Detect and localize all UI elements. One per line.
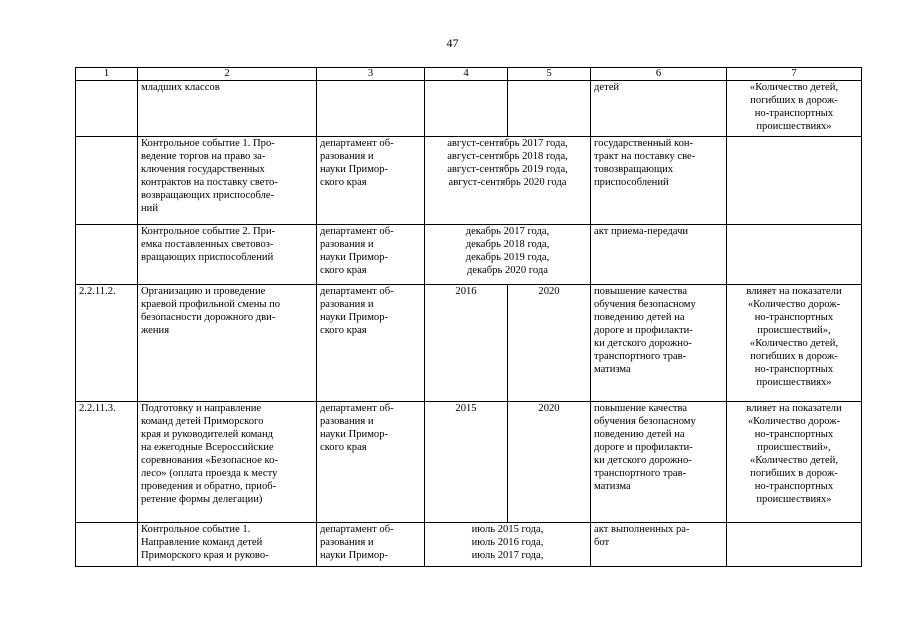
period-line: август-сентябрь 2017 года, (447, 138, 568, 149)
period-line: июль 2015 года, (471, 524, 544, 535)
event-line: емка поставленных световоз- (141, 239, 274, 250)
executor-line: науки Примор- (320, 252, 389, 263)
table-row (76, 225, 862, 285)
year-start-cell: 2016 (425, 285, 508, 402)
executor-line: разования и (320, 151, 374, 162)
indicator-line: «Количество дорож- (747, 299, 841, 310)
period-line: декабрь 2020 года (467, 265, 548, 276)
result-cell (591, 402, 727, 523)
executor-line: науки Примор- (320, 312, 389, 323)
event-line: проведения и обратно, приоб- (141, 481, 277, 492)
indicator-cell (727, 285, 862, 402)
event-line: младших классов (141, 82, 220, 93)
period-line: июль 2017 года, (471, 550, 544, 561)
event-line: Организацию и проведение (141, 286, 266, 297)
event-line: безопасности дорожного дви- (141, 312, 276, 323)
executor-line: науки Примор- (320, 550, 389, 561)
executor-line: департамент об- (320, 524, 394, 535)
period-cell (425, 523, 591, 567)
event-line: Контрольное событие 2. При- (141, 226, 276, 237)
result-cell (591, 225, 727, 285)
result-line: матизма (594, 481, 631, 492)
indicator-line: но-транспортных (754, 429, 834, 440)
event-line: жения (141, 325, 170, 336)
executor-cell (317, 285, 425, 402)
period-line: август-сентябрь 2018 года, (447, 151, 568, 162)
column-number-header: 1 (76, 68, 138, 81)
executor-cell (317, 523, 425, 567)
result-line: поведению детей на (594, 312, 685, 323)
executor-line: разования и (320, 239, 374, 250)
indicator-line: погибших в дорож- (750, 351, 838, 362)
table-row (76, 402, 862, 523)
result-line: обучения безопасному (594, 416, 696, 427)
event-cell (138, 81, 317, 137)
table-row (76, 81, 862, 137)
event-cell (138, 225, 317, 285)
period-line: декабрь 2019 года, (465, 252, 550, 263)
executor-line: науки Примор- (320, 164, 389, 175)
result-line: повышение качества (594, 286, 688, 297)
executor-cell (317, 81, 425, 137)
event-line: краевой профильной смены по (141, 299, 281, 310)
event-line: ключения государственных (141, 164, 265, 175)
result-line: транспортного трав- (594, 468, 687, 479)
executor-line: ского края (320, 177, 367, 188)
table-row (76, 137, 862, 225)
executor-line: департамент об- (320, 138, 394, 149)
column-number-row (76, 68, 862, 81)
year-end-cell (508, 81, 591, 137)
event-line: соревнования «Безопасное ко- (141, 455, 278, 466)
result-line: дороге и профилакти- (594, 442, 693, 453)
item-number-cell (76, 523, 138, 567)
executor-line: разования и (320, 299, 374, 310)
event-cell (138, 285, 317, 402)
indicator-line: происшествиях» (756, 377, 832, 388)
event-line: на ежегодные Всероссийские (141, 442, 274, 453)
year-end-cell: 2020 (508, 285, 591, 402)
item-number-cell: 2.2.11.2. (76, 285, 138, 402)
event-line: вращающих приспособлений (141, 252, 274, 263)
indicator-line: «Количество дорож- (747, 416, 841, 427)
column-number-header: 2 (138, 68, 317, 81)
executor-cell (317, 137, 425, 225)
result-line: приспособлений (594, 177, 669, 188)
result-line: товозвращающих (594, 164, 674, 175)
item-number-cell: 2.2.11.3. (76, 402, 138, 523)
indicator-line: происшествий», (757, 325, 831, 336)
table-row (76, 523, 862, 567)
result-line: акт приема-передачи (594, 226, 689, 237)
result-line: тракт на поставку све- (594, 151, 696, 162)
period-line: август-сентябрь 2019 года, (447, 164, 568, 175)
period-line: декабрь 2017 года, (465, 226, 550, 237)
event-cell (138, 137, 317, 225)
event-line: возвращающих приспособле- (141, 190, 275, 201)
event-line: Приморского края и руково- (141, 550, 269, 561)
indicator-cell (727, 402, 862, 523)
year-start-cell (425, 81, 508, 137)
column-number-header: 6 (591, 68, 727, 81)
result-line: дороге и профилакти- (594, 325, 693, 336)
indicator-line: но-транспортных (754, 364, 834, 375)
year-start-cell: 2015 (425, 402, 508, 523)
result-line: обучения безопасному (594, 299, 696, 310)
period-line: июль 2016 года, (471, 537, 544, 548)
event-line: команд детей Приморского (141, 416, 264, 427)
column-number-header: 3 (317, 68, 425, 81)
result-line: бот (594, 537, 610, 548)
event-line: ний (141, 203, 159, 214)
event-line: ретение формы делегации) (141, 494, 263, 505)
year-end-cell: 2020 (508, 402, 591, 523)
result-line: акт выполненных ра- (594, 524, 690, 535)
indicator-line: происшествий», (757, 442, 831, 453)
result-line: повышение качества (594, 403, 688, 414)
indicator-line: погибших в дорож- (750, 95, 838, 106)
result-line: ки детского дорожно- (594, 455, 692, 466)
executor-cell (317, 402, 425, 523)
indicator-line: «Количество детей, (749, 82, 839, 93)
item-number-cell (76, 137, 138, 225)
indicator-line: «Количество детей, (749, 338, 839, 349)
result-line: ки детского дорожно- (594, 338, 692, 349)
executor-line: департамент об- (320, 286, 394, 297)
event-cell (138, 523, 317, 567)
result-cell (591, 285, 727, 402)
event-line: Направление команд детей (141, 537, 263, 548)
item-number-cell (76, 225, 138, 285)
indicator-line: происшествиях» (756, 121, 832, 132)
indicator-cell (727, 81, 862, 137)
page-number: 47 (446, 36, 459, 50)
result-cell (591, 81, 727, 137)
event-line: Контрольное событие 1. (141, 524, 251, 535)
event-line: ведение торгов на право за- (141, 151, 266, 162)
column-number-header: 7 (727, 68, 862, 81)
indicator-line: но-транспортных (754, 108, 834, 119)
event-line: Контрольное событие 1. Про- (141, 138, 275, 149)
column-number-header: 4 (425, 68, 508, 81)
result-cell (591, 137, 727, 225)
indicator-line: влияет на показатели (746, 403, 842, 414)
indicator-line: происшествиях» (756, 494, 832, 505)
executor-line: ского края (320, 442, 367, 453)
indicator-line: влияет на показатели (746, 286, 842, 297)
result-line: транспортного трав- (594, 351, 687, 362)
period-cell (425, 137, 591, 225)
indicator-cell (727, 523, 862, 567)
executor-line: департамент об- (320, 403, 394, 414)
period-line: декабрь 2018 года, (465, 239, 550, 250)
event-line: контрактов на поставку свето- (141, 177, 278, 188)
event-line: лесо» (оплата проезда к месту (141, 468, 278, 479)
program-table (75, 67, 862, 567)
event-line: края и руководителей команд (141, 429, 274, 440)
period-cell (425, 225, 591, 285)
event-line: Подготовку и направление (141, 403, 262, 414)
executor-cell (317, 225, 425, 285)
item-number-cell (76, 81, 138, 137)
executor-line: департамент об- (320, 226, 394, 237)
column-number-header: 5 (508, 68, 591, 81)
indicator-line: но-транспортных (754, 312, 834, 323)
result-line: матизма (594, 364, 631, 375)
result-line: государственный кон- (594, 138, 694, 149)
indicator-line: погибших в дорож- (750, 468, 838, 479)
indicator-cell (727, 137, 862, 225)
indicator-line: но-транспортных (754, 481, 834, 492)
table-row (76, 285, 862, 402)
event-cell (138, 402, 317, 523)
period-line: август-сентябрь 2020 года (448, 177, 567, 188)
executor-line: разования и (320, 537, 374, 548)
executor-line: ского края (320, 325, 367, 336)
executor-line: науки Примор- (320, 429, 389, 440)
result-line: поведению детей на (594, 429, 685, 440)
executor-line: разования и (320, 416, 374, 427)
result-cell (591, 523, 727, 567)
result-line: детей (594, 82, 620, 93)
indicator-cell (727, 225, 862, 285)
indicator-line: «Количество детей, (749, 455, 839, 466)
executor-line: ского края (320, 265, 367, 276)
